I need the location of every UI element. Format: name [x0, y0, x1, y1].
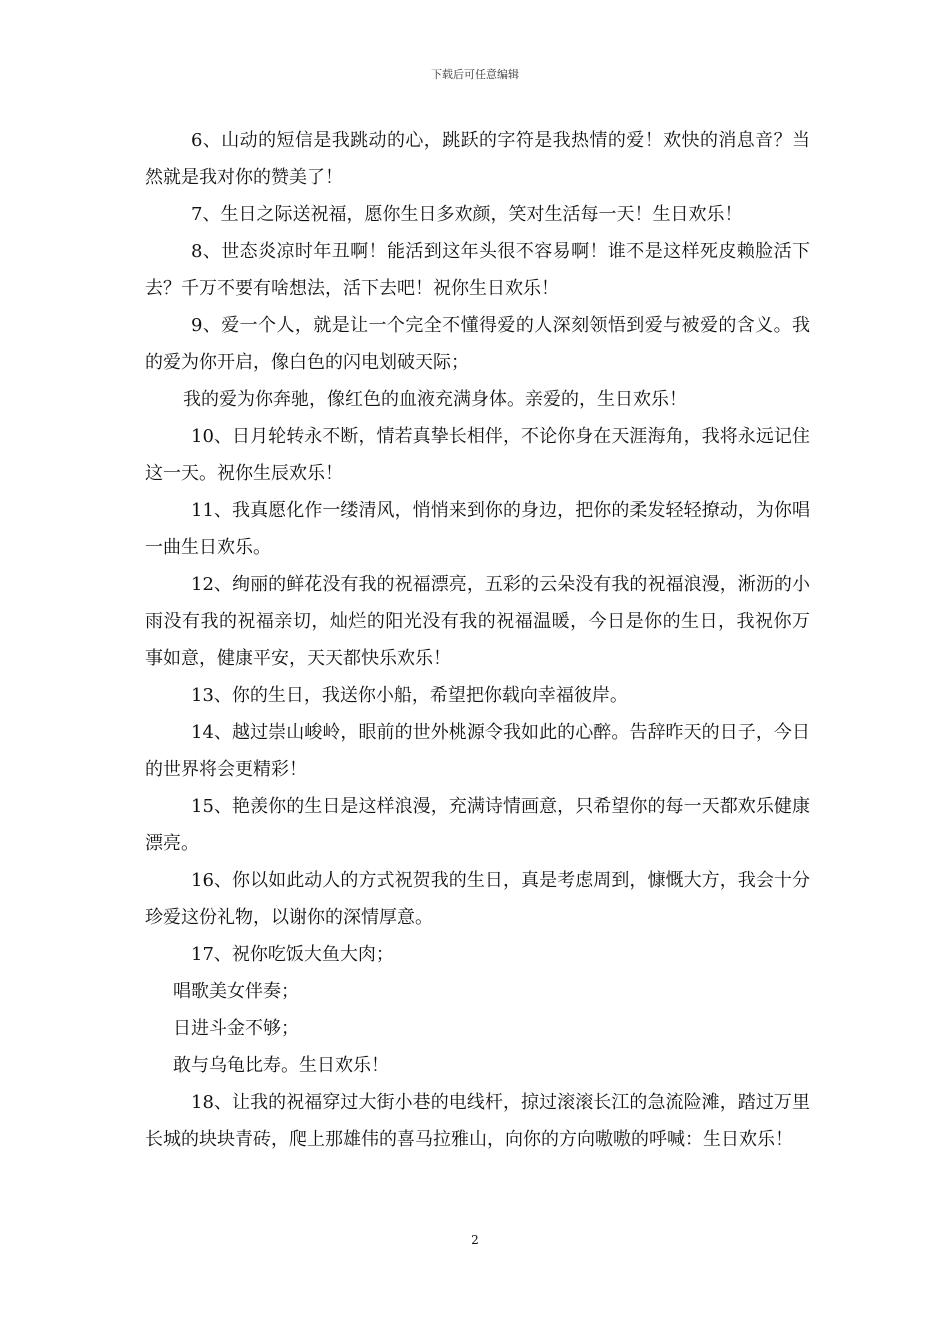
- page-header: 下载后可任意编辑: [431, 68, 519, 81]
- paragraph: 7、生日之际送祝福，愿你生日多欢颜，笑对生活每一天！生日欢乐！: [191, 204, 743, 225]
- paragraph: 14、越过崇山峻岭，眼前的世外桃源令我如此的心醉。告辞昨天的日子，今日的世界将会更精彩！: [145, 722, 810, 780]
- page-number: 2: [471, 1233, 479, 1247]
- paragraph: 9、爱一个人，就是让一个完全不懂得爱的人深刻领悟到爱与被爱的含义。我的爱为你开启，像白色的闪电划破天际；: [145, 315, 810, 373]
- paragraph: 15、艳羡你的生日是这样浪漫，充满诗情画意，只希望你的每一天都欢乐健康漂亮。: [145, 796, 810, 854]
- paragraph: 11、我真愿化作一缕清风，悄悄来到你的身边，把你的柔发轻轻撩动，为你唱一曲生日欢乐。: [145, 500, 810, 558]
- document-body: [145, 122, 810, 1158]
- paragraph: 唱歌美女伴奏；: [173, 981, 299, 1002]
- paragraph: 17、祝你吃饭大鱼大肉；: [191, 944, 394, 965]
- paragraph: 8、世态炎凉时年丑啊！能活到这年头很不容易啊！谁不是这样死皮赖脸活下去？千万不要有啥想法，活下去吧！祝你生日欢乐！: [145, 241, 810, 299]
- paragraph: 10、日月轮转永不断，情若真挚长相伴，不论你身在天涯海角，我将永远记住这一天。祝你生辰欢乐！: [145, 426, 810, 484]
- paragraph: 16、你以如此动人的方式祝贺我的生日，真是考虑周到，慷慨大方，我会十分珍爱这份礼物，以谢你的深情厚意。: [145, 870, 810, 928]
- paragraph: 13、你的生日，我送你小船，希望把你载向幸福彼岸。: [191, 685, 628, 706]
- paragraph: 日进斗金不够；: [173, 1018, 299, 1039]
- paragraph: 敢与乌龟比寿。生日欢乐！: [173, 1055, 389, 1076]
- paragraph: 18、让我的祝福穿过大街小巷的电线杆，掠过滚滚长江的急流险滩，踏过万里长城的块块青砖，爬上那雄伟的喜马拉雅山，向你的方向嗷嗷的呼喊：生日欢乐！: [145, 1092, 810, 1150]
- paragraph: 我的爱为你奔驰，像红色的血液充满身体。亲爱的，生日欢乐！: [183, 389, 687, 410]
- paragraph: 12、绚丽的鲜花没有我的祝福漂亮，五彩的云朵没有我的祝福浪漫，淅沥的小雨没有我的祝福亲切，灿烂的阳光没有我的祝福温暖，今日是你的生日，我祝你万事如意，健康平安，天天都快乐欢乐！: [145, 574, 810, 669]
- paragraph: 6、山动的短信是我跳动的心，跳跃的字符是我热情的爱！欢快的消息音？当然就是我对你的赞美了！: [145, 130, 810, 188]
